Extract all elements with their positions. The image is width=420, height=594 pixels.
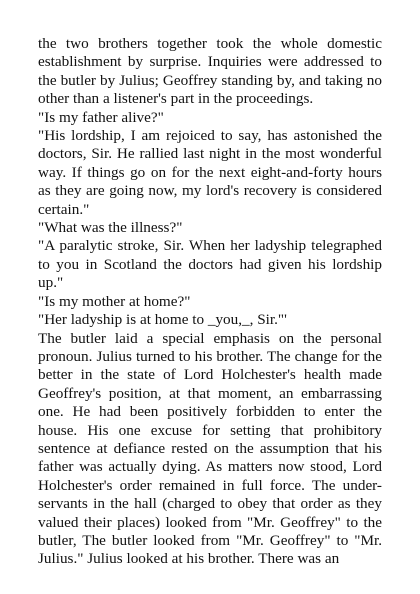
paragraph-butler-reply-stroke: "A paralytic stroke, Sir. When her ladyship telegraphed to you in Scotland the doctors had given his lordship up." <box>38 237 382 292</box>
paragraph-butler-reply-mother: "Her ladyship is at home to _you,_, Sir."' <box>38 311 287 329</box>
paragraph-question-mother: "Is my mother at home?" <box>38 292 191 310</box>
paragraph-narration-emphasis: The butler laid a special emphasis on the personal pronoun. Julius turned to his brother. The change for the better in the state of Lord Holchester's health made Geoffrey's position, at that moment, an embarrassing one. He had been positively forbidden to enter the house. His one excuse for setting that prohibitory sentence at defiance rested on the assumption that his father was actually dying. As matters now stood, Lord Holchester's order remained in full force. The under-servants in the hall (charged to obey that order as they valued their places) looked from "Mr. Geoffrey" to the butler, The butler looked from "Mr. Geoffrey" to "Mr. Julius." Julius looked at his brother. There was an <box>38 329 382 568</box>
paragraph-question-father: "Is my father alive?" <box>38 108 164 126</box>
paragraph-butler-reply-recovery: "His lordship, I am rejoiced to say, has astonished the doctors, Sir. He rallied last night in the most wonderful way. If things go on for the next eight-and-forty hours as they are going now, my lord's recovery is considered certain." <box>38 127 382 218</box>
paragraph-question-illness: "What was the illness?" <box>38 219 183 237</box>
document-page <box>38 35 382 569</box>
paragraph-narration-arrival: the two brothers together took the whole domestic establishment by surprise. Inquiries were addressed to the butler by Julius; Geoffrey standing by, and taking no other than a listener's part in the proceedings. <box>38 35 382 108</box>
